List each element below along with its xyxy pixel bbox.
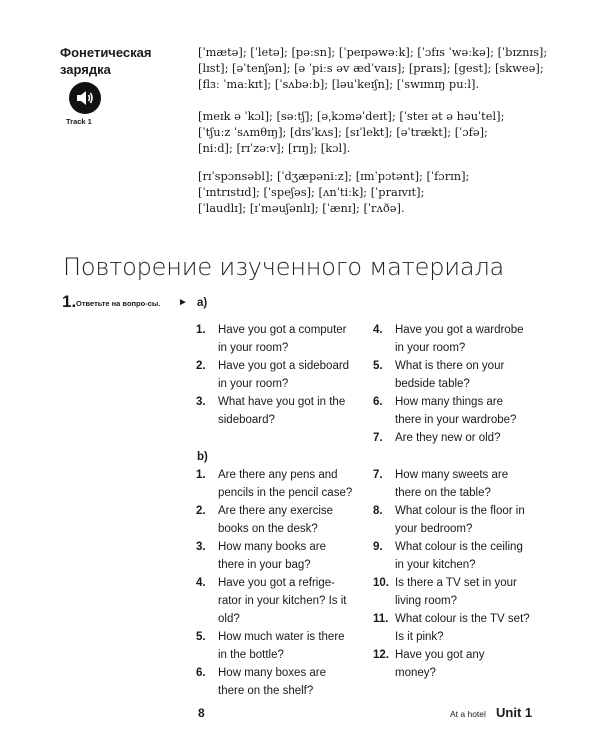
question-number: 11.: [373, 613, 389, 625]
phonetic-line: [rɪˈspɔnsəbl]; [ˈdʒæpəniːz]; [ɪmˈpɔtənt]; [ˈfɔrɪn];: [198, 169, 470, 183]
question-text: [218, 393, 362, 429]
question-line: pencils in the pencil case?: [218, 487, 353, 499]
speaker-glyph: [74, 87, 96, 109]
question-line: old?: [218, 613, 240, 625]
page-number: 8: [198, 706, 205, 720]
question-text: [395, 646, 531, 682]
question-line: rator in your kitchen? Is it: [218, 595, 347, 607]
question-line: What is there on your: [395, 360, 505, 372]
phonetic-heading: Фонетическая зарядка: [60, 45, 152, 77]
question-text: [218, 628, 362, 664]
question-line: there in your bag?: [218, 559, 311, 571]
footer-topic: At a hotel: [450, 709, 486, 719]
question-number: 2.: [196, 360, 206, 372]
speaker-icon[interactable]: [69, 82, 101, 114]
question-number: 6.: [196, 667, 206, 679]
question-number: 5.: [196, 631, 206, 643]
question-text: [395, 502, 531, 538]
question-item: [196, 664, 364, 700]
question-item: [373, 393, 533, 429]
question-line: there on the shelf?: [218, 685, 314, 697]
question-text: [395, 357, 531, 393]
question-text: [395, 466, 531, 502]
question-line: your bedroom?: [395, 523, 473, 535]
question-item: [196, 502, 364, 538]
track-label: Track 1: [66, 117, 92, 126]
question-line: bedside table?: [395, 378, 470, 390]
question-line: there in your wardrobe?: [395, 414, 517, 426]
question-line: How many sweets are: [395, 469, 509, 481]
question-number: 4.: [196, 577, 206, 589]
part-b-label: b): [197, 451, 208, 463]
phonetic-line: [flɜː ˈmaːkɪt]; [ˈsʌbəːb]; [ləuˈkeɪʃn]; [ˈswɪmɪŋ puːl].: [198, 77, 480, 91]
question-line: books on the desk?: [218, 523, 318, 535]
question-line: living room?: [395, 595, 457, 607]
question-item: [196, 574, 364, 628]
question-line: Are they new or old?: [395, 432, 501, 444]
question-number: 12.: [373, 649, 389, 661]
question-line: Have you got any: [395, 649, 485, 661]
question-line: there on the table?: [395, 487, 491, 499]
question-line: in your room?: [218, 342, 289, 354]
arrow-icon: ►: [178, 297, 188, 308]
question-text: [395, 574, 531, 610]
phonetic-line: [lɪst]; [əˈtenʃən]; [ə ˈpiːs əv ædˈvaɪs]; [praɪs]; [gest]; [skweə];: [198, 61, 544, 75]
question-line: Have you got a computer: [218, 324, 347, 336]
exercise-instruction: Ответьте на вопро-сы.: [76, 299, 161, 308]
question-item: [196, 393, 364, 429]
question-text: [395, 321, 531, 357]
question-line: in your room?: [218, 378, 289, 390]
question-line: in your room?: [395, 342, 466, 354]
phonetic-line: [niːd]; [rɪˈzəːv]; [rɪŋ]; [kɔl].: [198, 141, 351, 155]
question-line: Have you got a sideboard: [218, 360, 350, 372]
phonetic-group-3: [198, 168, 538, 216]
question-item: [373, 646, 533, 682]
question-text: [218, 321, 362, 357]
question-number: 8.: [373, 505, 383, 517]
question-line: money?: [395, 667, 436, 679]
question-line: in the bottle?: [218, 649, 284, 661]
question-text: [218, 502, 362, 538]
phonetic-line: [meɪk ə ˈkɔl]; [səːtʃ]; [əˌkɔməˈdeɪt]; [ˈsteɪ ət ə həuˈtel];: [198, 109, 505, 123]
question-item: [373, 574, 533, 610]
question-text: [218, 466, 362, 502]
question-line: How many boxes are: [218, 667, 327, 679]
question-line: How much water is there: [218, 631, 345, 643]
question-line: Is it pink?: [395, 631, 444, 643]
part-a-label: a): [197, 297, 208, 309]
question-number: 1.: [196, 324, 206, 336]
question-line: What colour is the ceiling: [395, 541, 523, 553]
question-item: [373, 357, 533, 393]
phonetic-group-2: [198, 108, 538, 156]
question-line: Is there a TV set in your: [395, 577, 517, 589]
question-item: [373, 321, 533, 357]
question-number: 10.: [373, 577, 389, 589]
question-line: in your kitchen?: [395, 559, 476, 571]
question-item: [196, 357, 364, 393]
question-line: What have you got in the: [218, 396, 346, 408]
question-number: 7.: [373, 432, 383, 444]
question-number: 2.: [196, 505, 206, 517]
question-line: What colour is the floor in: [395, 505, 525, 517]
phonetic-group-1: [198, 44, 548, 92]
question-item: [373, 610, 533, 646]
question-item: [373, 502, 533, 538]
question-number: 9.: [373, 541, 383, 553]
question-number: 4.: [373, 324, 383, 336]
question-item: [373, 429, 533, 447]
question-line: How many books are: [218, 541, 327, 553]
question-text: [218, 664, 362, 700]
question-item: [373, 466, 533, 502]
phonetic-line: [ˈɪntrɪstɪd]; [ˈspeʃəs]; [ʌnˈtiːk]; [ˈpraɪvɪt];: [198, 185, 425, 199]
question-text: [218, 574, 362, 628]
question-text: [218, 357, 362, 393]
question-number: 1.: [196, 469, 206, 481]
question-line: Are there any pens and: [218, 469, 338, 481]
question-item: [196, 466, 364, 502]
question-text: [395, 538, 531, 574]
question-number: 5.: [373, 360, 383, 372]
question-line: How many things are: [395, 396, 504, 408]
question-item: [373, 538, 533, 574]
question-number: 3.: [196, 541, 206, 553]
exercise-number: 1.: [62, 292, 77, 311]
phonetic-line: [ˈlaudlɪ]; [ɪˈməuʃənlɪ]; [ˈænɪ]; [ˈrʌðə].: [198, 201, 405, 215]
question-text: [395, 610, 531, 646]
question-line: Are there any exercise: [218, 505, 334, 517]
question-text: [218, 538, 362, 574]
footer-unit: Unit 1: [496, 705, 533, 720]
question-item: [196, 538, 364, 574]
section-title: Повторение изученного материала: [63, 253, 504, 281]
question-line: sideboard?: [218, 414, 275, 426]
phonetic-line: [ˈmætə]; [ˈletə]; [pəːsn]; [ˈpeɪpəwəːk]; [ˈɔfɪs ˈwəːkə]; [ˈbɪznɪs];: [198, 45, 548, 59]
question-line: Have you got a refrige-: [218, 577, 335, 589]
question-line: Have you got a wardrobe: [395, 324, 524, 336]
question-text: [395, 393, 531, 429]
question-number: 3.: [196, 396, 206, 408]
question-item: [196, 628, 364, 664]
question-text: [395, 429, 531, 447]
question-item: [196, 321, 364, 357]
question-line: What colour is the TV set?: [395, 613, 530, 625]
phonetic-line: [ˈtʃuːz ˈsʌmθɪŋ]; [dɪsˈkʌs]; [sɪˈlekt]; [əˈtrækt]; [ˈɔfə];: [198, 125, 488, 139]
question-number: 6.: [373, 396, 383, 408]
question-number: 7.: [373, 469, 383, 481]
